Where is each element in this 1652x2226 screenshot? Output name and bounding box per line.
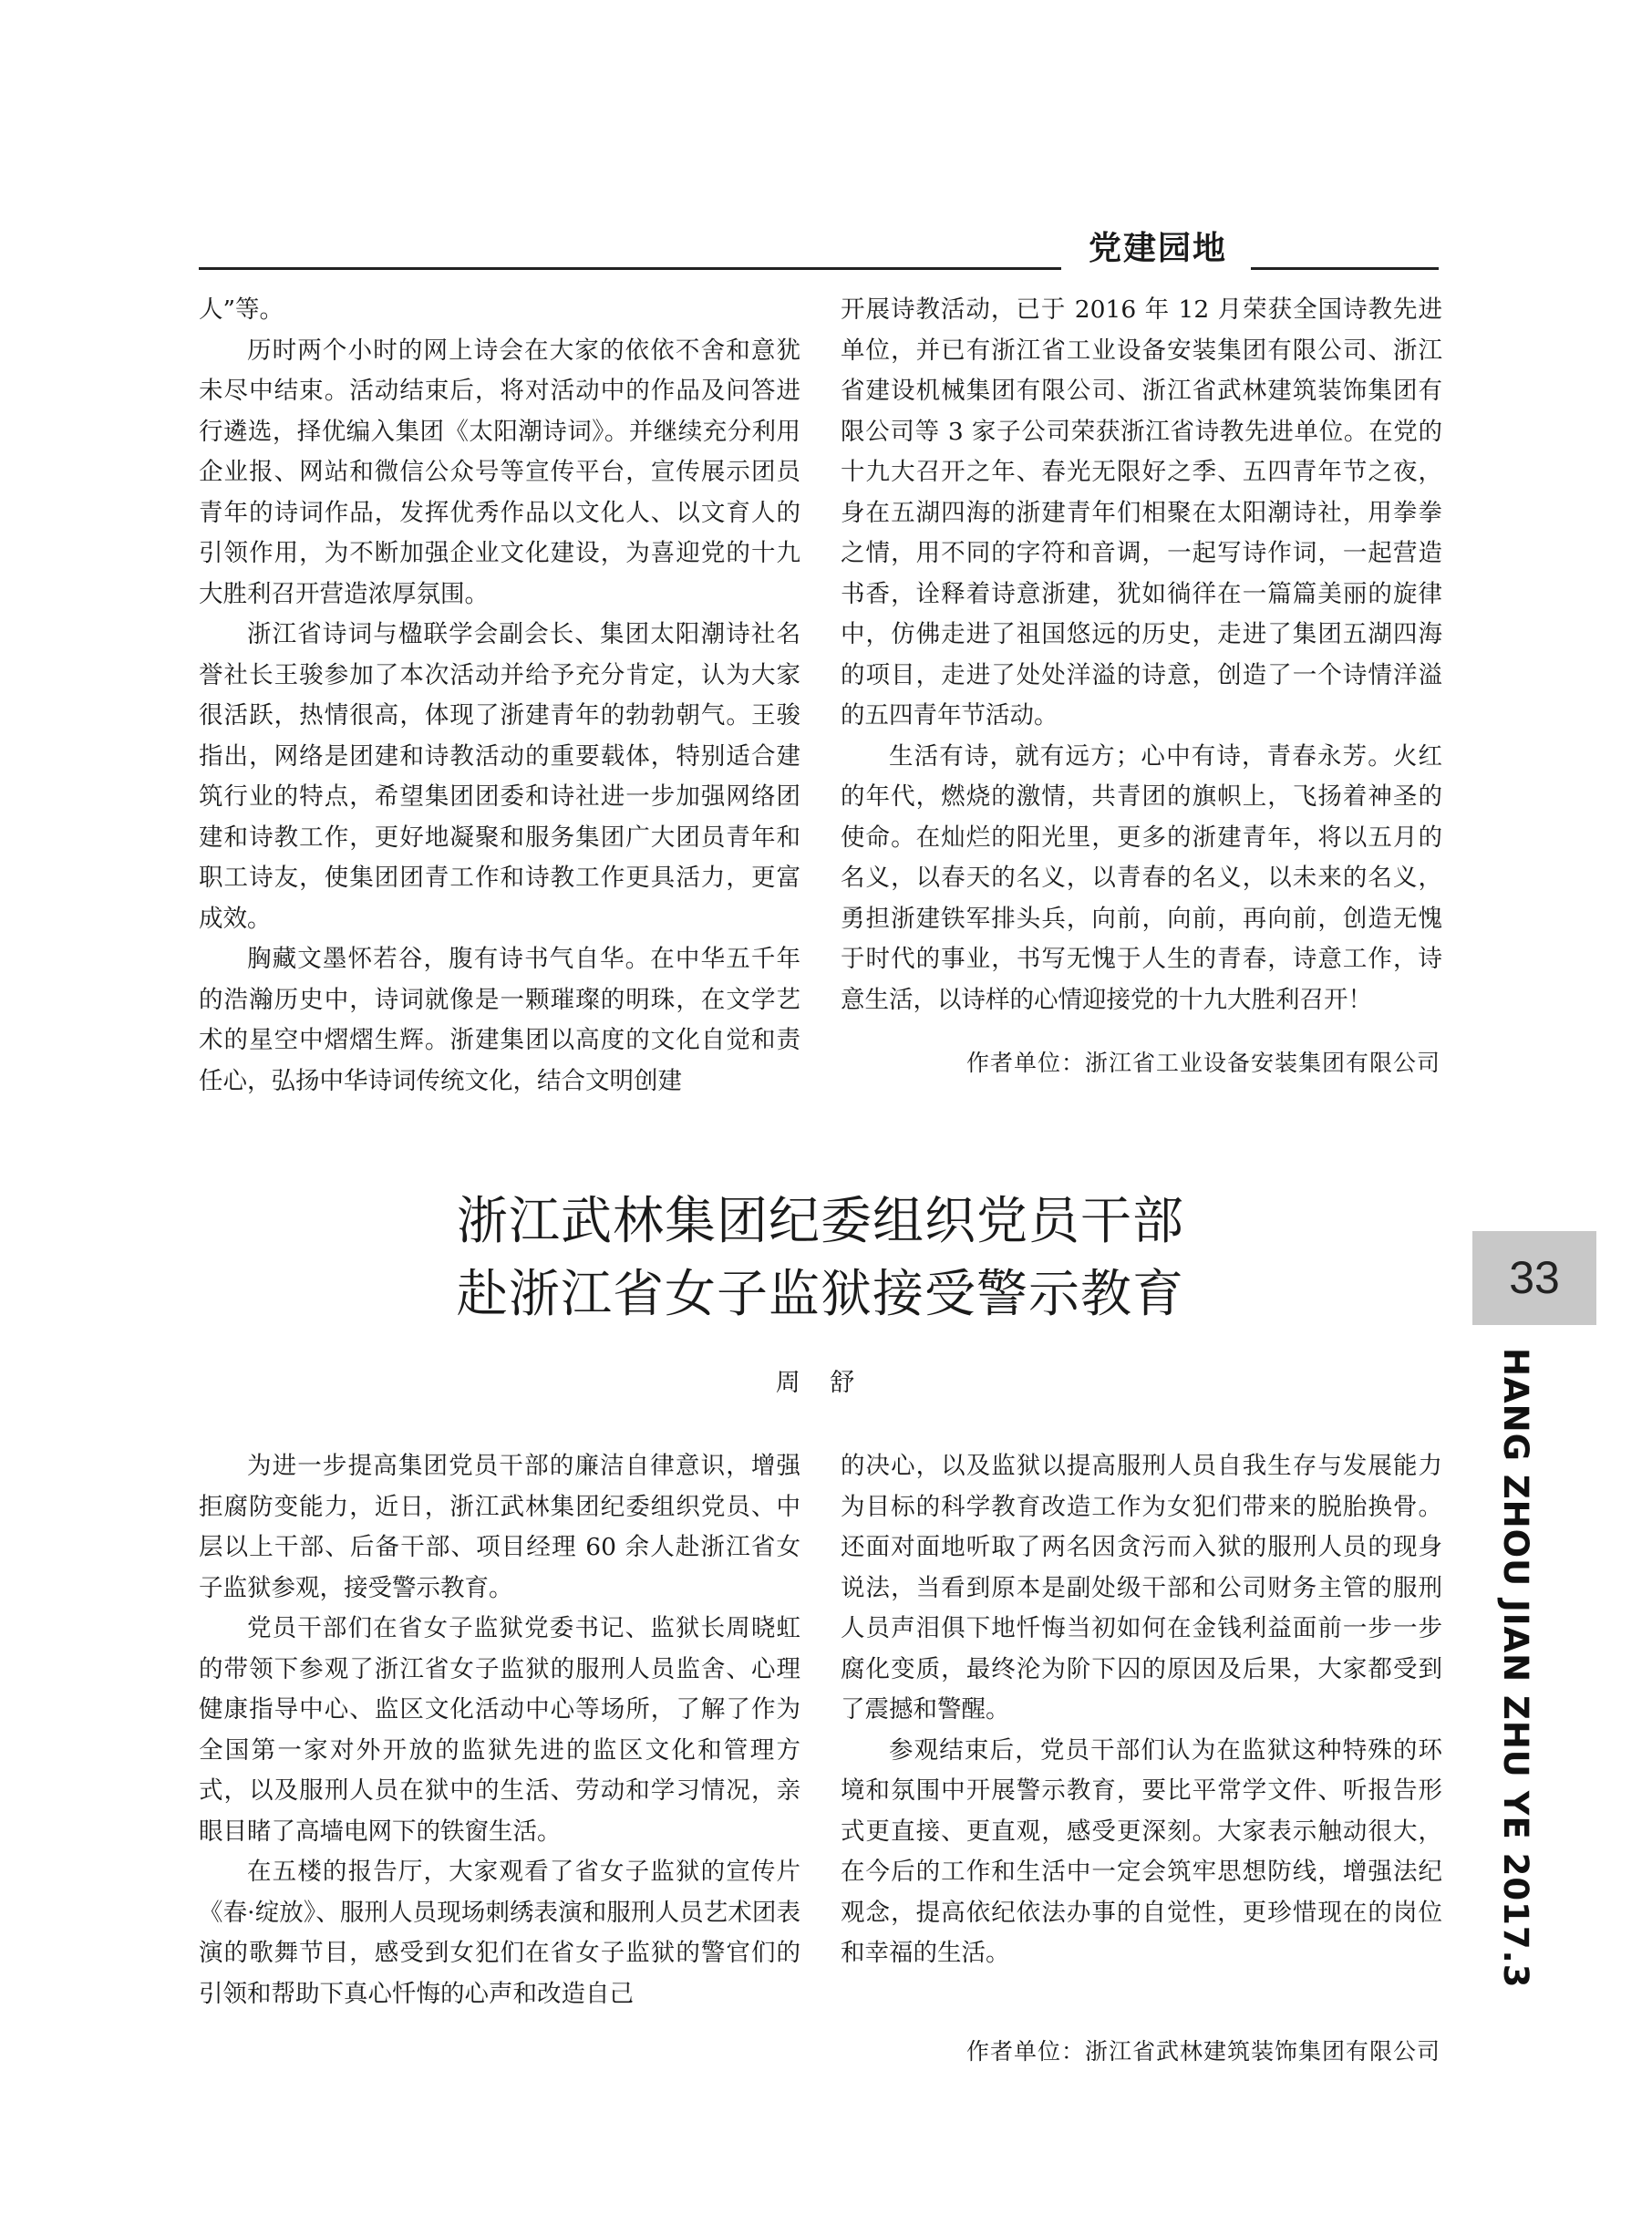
header-rule-left <box>199 267 1061 270</box>
paragraph: 人”等。 <box>199 295 284 324</box>
paragraph: 胸藏文墨怀若谷，腹有诗书气自华。在中华五千年的浩瀚历史中，诗词就像是一颗璀璨的明珠，在文学艺术的星空中熠熠生辉。浙建集团以高度的文化自觉和责任心，弘扬中华诗词传统文化，结合文明创建 <box>199 945 800 1095</box>
paragraph: 参观结束后，党员干部们认为在监狱这种特殊的环境和氛围中开展警示教育，要比平常学文件、听报告形式更直接、更直观，感受更深刻。大家表示触动很大，在今后的工作和生活中一定会筑牢思想防线，增强法纪观念，提高依纪依法办事的自觉性，更珍惜现在的岗位和幸福的生活。 <box>841 1735 1442 1967</box>
article2-column-right <box>841 1446 1442 1974</box>
article2-byline: 作者单位：浙江省武林建筑装饰集团有限公司 <box>965 2038 1440 2065</box>
paragraph: 生活有诗，就有远方；心中有诗，青春永芳。火红的年代，燃烧的激情，共青团的旗帜上，飞扬着神圣的使命。在灿烂的阳光里，更多的浙建青年，将以五月的名义，以春天的名义，以青春的名义，以未来的名义，勇担浙建铁军排头兵，向前，向前，再向前，创造无愧于时代的事业，书写无愧于人生的青春，诗意工作，诗意生活，以诗样的心情迎接党的十九大胜利召开！ <box>841 741 1442 1014</box>
page-number-tab: 33 <box>1472 1231 1596 1325</box>
article2-column-left <box>199 1446 800 2014</box>
journal-running-title: HANG ZHOU JIAN ZHU YE 2017.3 <box>1496 1348 1535 1989</box>
article1-byline: 作者单位：浙江省工业设备安装集团有限公司 <box>965 1050 1440 1076</box>
article1-column-right <box>841 290 1442 1020</box>
article1-column-left <box>199 290 800 1102</box>
paragraph: 历时两个小时的网上诗会在大家的依依不舍和意犹未尽中结束。活动结束后，将对活动中的作品及问答进行遴选，择优编入集团《太阳潮诗词》。并继续充分利用企业报、网站和微信公众号等宣传平台，宣传展示团员青年的诗词作品，发挥优秀作品以文化人、以文育人的引领作用，为不断加强企业文化建设，为喜迎党的十九大胜利召开营造浓厚氛围。 <box>199 336 800 608</box>
paragraph: 的决心，以及监狱以提高服刑人员自我生存与发展能力为目标的科学教育改造工作为女犯们带来的脱胎换骨。还面对面地听取了两名因贪污而入狱的服刑人员的现身说法，当看到原本是副处级干部和公司财务主管的服刑人员声泪俱下地忏悔当初如何在金钱利益面前一步一步腐化变质，最终沦为阶下囚的原因及后果，大家都受到了震撼和警醒。 <box>841 1452 1442 1724</box>
paragraph: 为进一步提高集团党员干部的廉洁自律意识，增强拒腐防变能力，近日，浙江武林集团纪委组织党员、中层以上干部、后备干部、项目经理 60 余人赴浙江省女子监狱参观，接受警示教育。 <box>199 1452 800 1602</box>
article2-title-line1: 浙江武林集团纪委组织党员干部 <box>457 1192 1184 1251</box>
paragraph: 在五楼的报告厅，大家观看了省女子监狱的宣传片《春·绽放》、服刑人员现场刺绣表演和服刑人员艺术团表演的歌舞节目，感受到女犯们在省女子监狱的警官们的引领和帮助下真心忏悔的心声和改造自己 <box>199 1858 800 2008</box>
paragraph: 开展诗教活动，已于 2016 年 12 月荣获全国诗教先进单位，并已有浙江省工业设备安装集团有限公司、浙江省建设机械集团有限公司、浙江省武林建筑装饰集团有限公司等 3 家子公司荣获浙江省诗教先进单位。在党的十九大召开之年、春光无限好之季、五四青年节之夜，身在五湖四海的浙建青年们相聚在太阳潮诗社，用拳拳之情，用不同的字符和音调，一起写诗作词，一起营造书香，诠释着诗意浙建，犹如徜徉在一篇篇美丽的旋律中，仿佛走进了祖国悠远的历史，走进了集团五湖四海的项目，走进了处处洋溢的诗意，创造了一个诗情洋溢的五四青年节活动。 <box>841 295 1442 730</box>
paragraph: 浙江省诗词与楹联学会副会长、集团太阳潮诗社名誉社长王骏参加了本次活动并给予充分肯定，认为大家很活跃，热情很高，体现了浙建青年的勃勃朝气。王骏指出，网络是团建和诗教活动的重要载体，特别适合建筑行业的特点，希望集团团委和诗社进一步加强网络团建和诗教工作，更好地凝聚和服务集团广大团员青年和职工诗友，使集团团青工作和诗教工作更具活力，更富成效。 <box>199 620 800 933</box>
header-rule-right <box>1251 267 1439 270</box>
article2-title-line2: 赴浙江省女子监狱接受警示教育 <box>457 1265 1184 1324</box>
article2-title <box>199 1185 1442 1331</box>
paragraph: 党员干部们在省女子监狱党委书记、监狱长周晓虹的带领下参观了浙江省女子监狱的服刑人员监舍、心理健康指导中心、监区文化活动中心等场所，了解了作为全国第一家对外开放的监狱先进的监区文化和管理方式，以及服刑人员在狱中的生活、劳动和学习情况，亲眼目睹了高墙电网下的铁窗生活。 <box>199 1614 800 1846</box>
article2-author: 周 舒 <box>775 1369 866 1397</box>
section-title: 党建园地 <box>1088 230 1227 267</box>
